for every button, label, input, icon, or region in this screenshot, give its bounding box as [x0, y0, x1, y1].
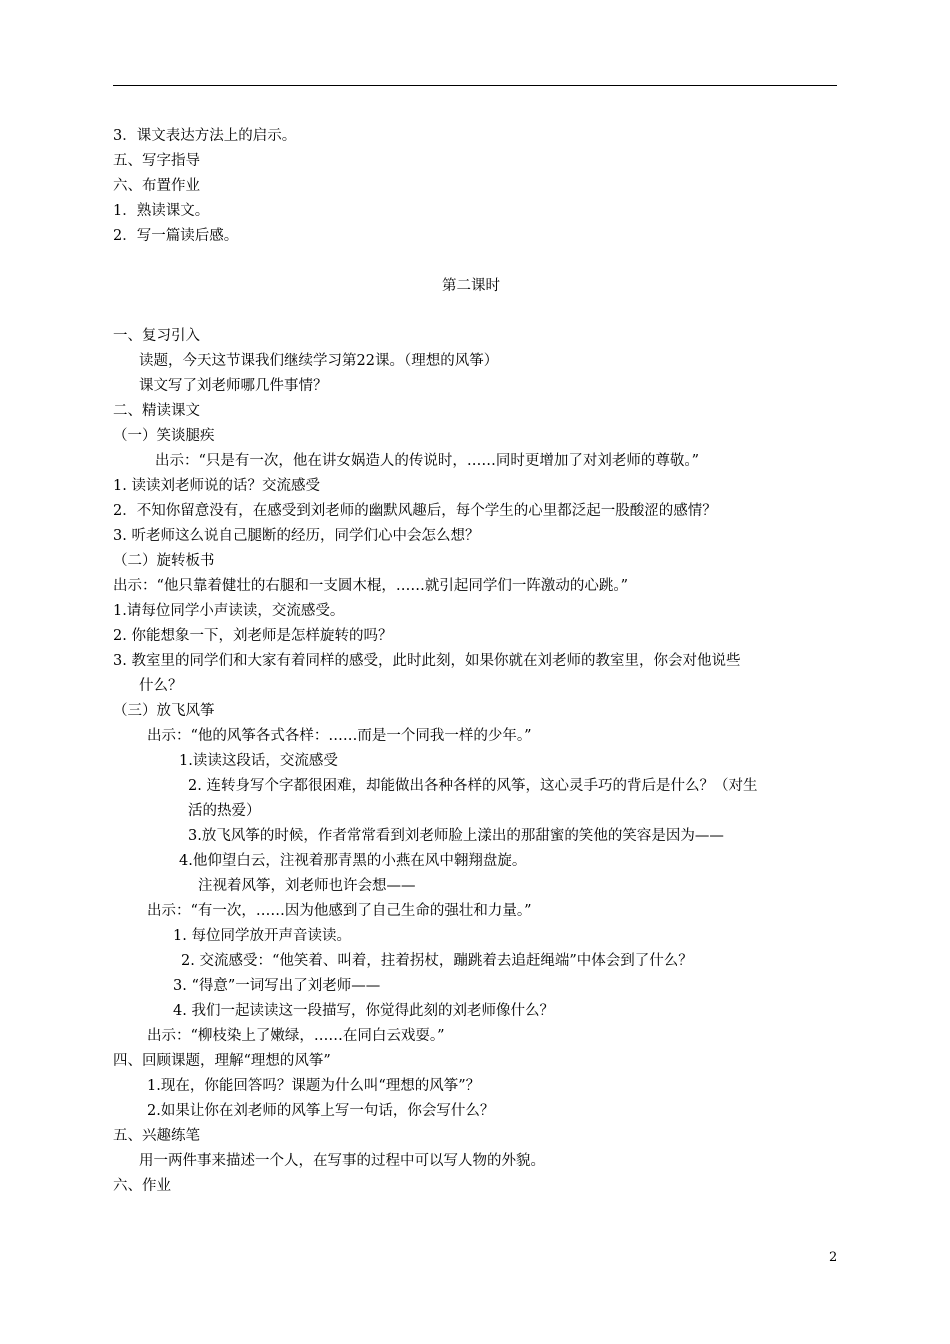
- text-line: 2.如果让你在刘老师的风筝上写一句话，你会写什么？: [147, 1103, 495, 1119]
- quote-line: 出示：“只是有一次，他在讲女娲造人的传说时，……同时更增加了对刘老师的尊敬。”: [155, 453, 700, 469]
- text-line: 课文写了刘老师哪几件事情？: [139, 378, 328, 394]
- section-heading: 四、回顾课题，理解“理想的风筝”: [113, 1053, 331, 1069]
- text-line: 什么？: [139, 678, 183, 694]
- text-line: 1. 读读刘老师说的话？交流感受: [113, 478, 320, 494]
- section-heading: 五、兴趣练笔: [113, 1128, 200, 1144]
- text-line: 2. 你能想象一下，刘老师是怎样旋转的吗？: [113, 628, 393, 644]
- text-line: 2．写一篇读后感。: [113, 228, 239, 244]
- section-heading: 二、精读课文: [113, 403, 200, 419]
- subsection-heading: （三）放飞风筝: [113, 703, 215, 719]
- text-line: 1．熟读课文。: [113, 203, 210, 219]
- text-line: 3.放飞风筝的时候，作者常常看到刘老师脸上漾出的那甜蜜的笑他的笑容是因为——: [188, 828, 724, 844]
- text-line: 1.读读这段话，交流感受: [179, 753, 338, 769]
- text-line: 2．不知你留意没有，在感受到刘老师的幽默风趣后，每个学生的心里都泛起一股酸涩的感情？: [113, 503, 717, 519]
- section-heading: 一、复习引入: [113, 328, 200, 344]
- text-line: 4. 我们一起读读这一段描写，你觉得此刻的刘老师像什么？: [173, 1003, 554, 1019]
- text-line: 3. “得意”一词写出了刘老师——: [173, 978, 381, 994]
- quote-line: 出示：“有一次，……因为他感到了自己生命的强壮和力量。”: [147, 903, 532, 919]
- text-line: 4.他仰望白云，注视着那青黑的小燕在风中翱翔盘旋。: [179, 853, 527, 869]
- subsection-heading: （二）旋转板书: [113, 553, 215, 569]
- quote-line: 出示：“柳枝染上了嫩绿，……在同白云戏耍。”: [147, 1028, 445, 1044]
- text-line: 1. 每位同学放开声音读读。: [173, 928, 351, 944]
- text-line: 3. 听老师这么说自己腿断的经历，同学们心中会怎么想？: [113, 528, 480, 544]
- header-rule: [113, 85, 837, 86]
- text-line: 3．课文表达方法上的启示。: [113, 128, 297, 144]
- page-number: 2: [829, 1250, 838, 1265]
- section-heading: 六、作业: [113, 1178, 171, 1194]
- text-line: 2. 交流感受：“他笑着、叫着，拄着拐杖，蹦跳着去追赶绳端”中体会到了什么？: [181, 953, 693, 969]
- quote-line: 出示：“他只靠着健壮的右腿和一支圆木棍，……就引起同学们一阵激动的心跳。”: [113, 578, 629, 594]
- text-line: 1.现在，你能回答吗？课题为什么叫“理想的风筝”？: [147, 1078, 481, 1094]
- text-line: 读题，今天这节课我们继续学习第22课。（理想的风筝）: [139, 353, 499, 369]
- text-line: 用一两件事来描述一个人，在写事的过程中可以写人物的外貌。: [139, 1153, 545, 1169]
- text-line: 1.请每位同学小声读读，交流感受。: [113, 603, 345, 619]
- section-heading: 六、布置作业: [113, 178, 200, 194]
- section-heading: 五、写字指导: [113, 153, 200, 169]
- text-line: 2. 连转身写个字都很困难，却能做出各种各样的风筝，这心灵手巧的背后是什么？（对生: [188, 778, 758, 794]
- text-line: 3. 教室里的同学们和大家有着同样的感受，此时此刻，如果你就在刘老师的教室里，你会对他说些: [113, 653, 741, 669]
- quote-line: 出示：“他的风筝各式各样：……而是一个同我一样的少年。”: [147, 728, 532, 744]
- lesson-title: 第二课时: [442, 278, 500, 294]
- subsection-heading: （一）笑谈腿疾: [113, 428, 215, 444]
- text-line: 注视着风筝，刘老师也许会想——: [198, 878, 416, 894]
- text-line: 活的热爱）: [188, 803, 261, 819]
